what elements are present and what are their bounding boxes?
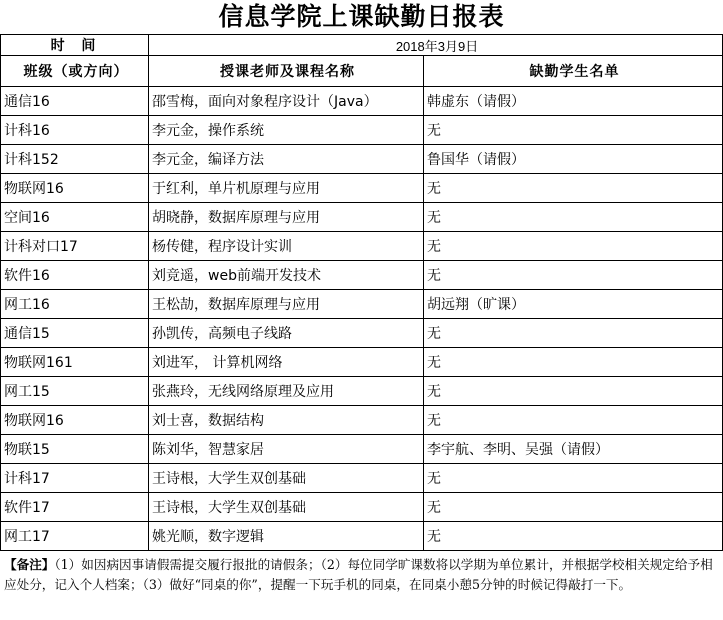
class-cell: 软件17 [1, 493, 149, 522]
absent-cell: 无 [424, 174, 723, 203]
remarks-text: （1）如因病因事请假需提交履行报批的请假条；（2）每位同学旷课数将以学期为单位累计，并根据学校相关规定给予相应处分，记入个人档案；（3）做好“同桌的你”，提醒一下玩手机的同桌，在同桌小憩5分钟的时候记得敲打一下。 [4, 557, 713, 592]
table-row [1, 493, 723, 522]
time-label: 时 间 [1, 35, 149, 56]
teacher-course-cell: 王诗根，大学生双创基础 [149, 464, 424, 493]
class-cell: 计科对口17 [1, 232, 149, 261]
remarks-label: 【备注】 [4, 557, 55, 572]
teacher-course-cell: 李元金，操作系统 [149, 116, 424, 145]
teacher-course-cell: 杨传健，程序设计实训 [149, 232, 424, 261]
teacher-course-cell: 刘竞遥，web前端开发技术 [149, 261, 424, 290]
teacher-course-cell: 胡晓静，数据库原理与应用 [149, 203, 424, 232]
absent-cell: 无 [424, 261, 723, 290]
teacher-course-cell: 刘进军， 计算机网络 [149, 348, 424, 377]
absent-cell: 鲁国华（请假） [424, 145, 723, 174]
class-cell: 空间16 [1, 203, 149, 232]
attendance-table [0, 34, 723, 551]
teacher-course-cell: 姚光顺，数字逻辑 [149, 522, 424, 551]
class-cell: 物联网161 [1, 348, 149, 377]
teacher-course-cell: 于红利，单片机原理与应用 [149, 174, 424, 203]
teacher-course-cell: 李元金，编译方法 [149, 145, 424, 174]
table-row [1, 232, 723, 261]
table-row [1, 87, 723, 116]
table-row [1, 319, 723, 348]
teacher-course-cell: 邵雪梅，面向对象程序设计（Java） [149, 87, 424, 116]
teacher-course-cell: 陈刘华，智慧家居 [149, 435, 424, 464]
teacher-course-cell: 孙凯传，高频电子线路 [149, 319, 424, 348]
absent-cell: 无 [424, 464, 723, 493]
table-row [1, 174, 723, 203]
time-row [1, 35, 723, 56]
header-row [1, 56, 723, 87]
class-cell: 软件16 [1, 261, 149, 290]
class-cell: 物联15 [1, 435, 149, 464]
table-row [1, 435, 723, 464]
absent-cell: 无 [424, 232, 723, 261]
report-title: 信息学院上课缺勤日报表 [218, 2, 505, 31]
table-row [1, 348, 723, 377]
remarks [0, 551, 723, 595]
class-cell: 网工16 [1, 290, 149, 319]
absent-cell: 无 [424, 522, 723, 551]
absent-cell: 李宇航、李明、吴强（请假） [424, 435, 723, 464]
class-cell: 通信15 [1, 319, 149, 348]
table-row [1, 145, 723, 174]
absent-cell: 无 [424, 116, 723, 145]
class-cell: 计科17 [1, 464, 149, 493]
absent-cell: 无 [424, 493, 723, 522]
class-cell: 物联网16 [1, 174, 149, 203]
absent-cell: 无 [424, 377, 723, 406]
teacher-course-cell: 刘士喜，数据结构 [149, 406, 424, 435]
absent-cell: 无 [424, 348, 723, 377]
class-cell: 计科16 [1, 116, 149, 145]
header-teacher-course: 授课老师及课程名称 [149, 56, 424, 87]
header-absent: 缺勤学生名单 [424, 56, 723, 87]
header-class: 班级（或方向） [1, 56, 149, 87]
class-cell: 通信16 [1, 87, 149, 116]
teacher-course-cell: 王松劼，数据库原理与应用 [149, 290, 424, 319]
table-row [1, 290, 723, 319]
absent-cell: 无 [424, 203, 723, 232]
table-row [1, 203, 723, 232]
class-cell: 计科152 [1, 145, 149, 174]
table-row [1, 406, 723, 435]
table-row [1, 464, 723, 493]
table-row [1, 261, 723, 290]
class-cell: 物联网16 [1, 406, 149, 435]
report-date: 2018年3月9日 [149, 35, 723, 56]
table-row [1, 522, 723, 551]
absent-cell: 无 [424, 406, 723, 435]
absent-cell: 无 [424, 319, 723, 348]
absent-cell: 胡远翔（旷课） [424, 290, 723, 319]
class-cell: 网工17 [1, 522, 149, 551]
teacher-course-cell: 张燕玲，无线网络原理及应用 [149, 377, 424, 406]
teacher-course-cell: 王诗根，大学生双创基础 [149, 493, 424, 522]
table-row [1, 116, 723, 145]
class-cell: 网工15 [1, 377, 149, 406]
absent-cell: 韩虚东（请假） [424, 87, 723, 116]
table-row [1, 377, 723, 406]
